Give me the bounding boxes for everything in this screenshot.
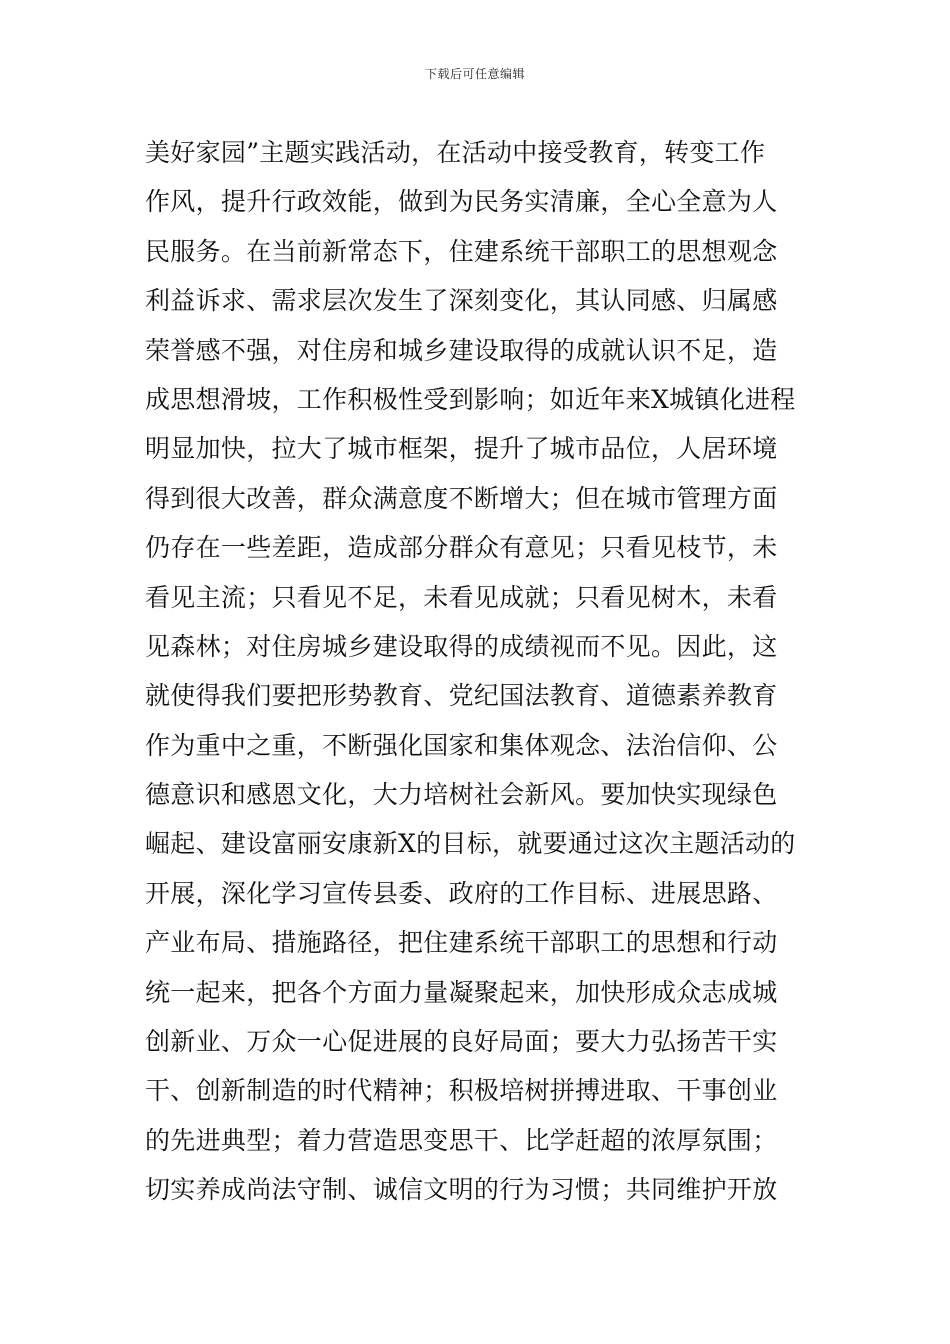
text-line: 美好家园”主题实践活动，在活动中接受教育，转变工作: [145, 138, 766, 167]
text-line: 创新业、万众一心促进展的良好局面；要大力弘扬苦干实: [145, 1027, 778, 1057]
text-line: 德意识和感恩文化，大力培树社会新风。要加快实现绿色: [145, 780, 778, 810]
text-line: 利益诉求、需求层次发生了深刻变化，其认同感、归属感: [145, 286, 778, 316]
text-line: 统一起来，把各个方面力量凝聚起来，加快形成众志成城: [145, 977, 778, 1007]
page-header: 下载后可任意编辑: [424, 67, 525, 81]
text-line: 见森林；对住房城乡建设取得的成绩视而不见。因此，这: [145, 631, 778, 661]
text-line: 的先进典型；着力营造思变思干、比学赶超的浓厚氛围；: [145, 1125, 778, 1155]
text-line: 就使得我们要把形势教育、党纪国法教育、道德素养教育: [145, 681, 778, 711]
text-line: 干、创新制造的时代精神；积极培树拼搏进取、干事创业: [145, 1076, 778, 1106]
text-line: 产业布局、措施路径，把住建系统干部职工的思想和行动: [145, 928, 778, 958]
text-line: 明显加快，拉大了城市框架，提升了城市品位，人居环境: [145, 434, 778, 464]
text-line: 成思想滑坡，工作积极性受到影响；如近年来X城镇化进程: [145, 384, 796, 414]
text-line: 开展，深化学习宣传县委、政府的工作目标、进展思路、: [145, 878, 778, 908]
text-line: 切实养成尚法守制、诚信文明的行为习惯；共同维护开放: [145, 1175, 778, 1205]
text-line: 崛起、建设富丽安康新X的目标，就要通过这次主题活动的: [145, 829, 796, 859]
text-line: 看见主流；只看见不足，未看见成就；只看见树木，未看: [145, 582, 778, 612]
text-line: 得到很大改善，群众满意度不断增大；但在城市管理方面: [145, 483, 778, 513]
body-paragraph: [145, 128, 825, 1215]
text-line: 作为重中之重，不断强化国家和集体观念、法治信仰、公: [145, 730, 778, 760]
text-line: 民服务。在当前新常态下，住建系统干部职工的思想观念: [145, 236, 778, 266]
text-line: 荣誉感不强，对住房和城乡建设取得的成就认识不足，造: [145, 335, 778, 365]
text-line: 作风，提升行政效能，做到为民务实清廉，全心全意为人: [145, 187, 778, 217]
text-line: 仍存在一些差距，造成部分群众有意见；只看见枝节，未: [145, 533, 778, 563]
